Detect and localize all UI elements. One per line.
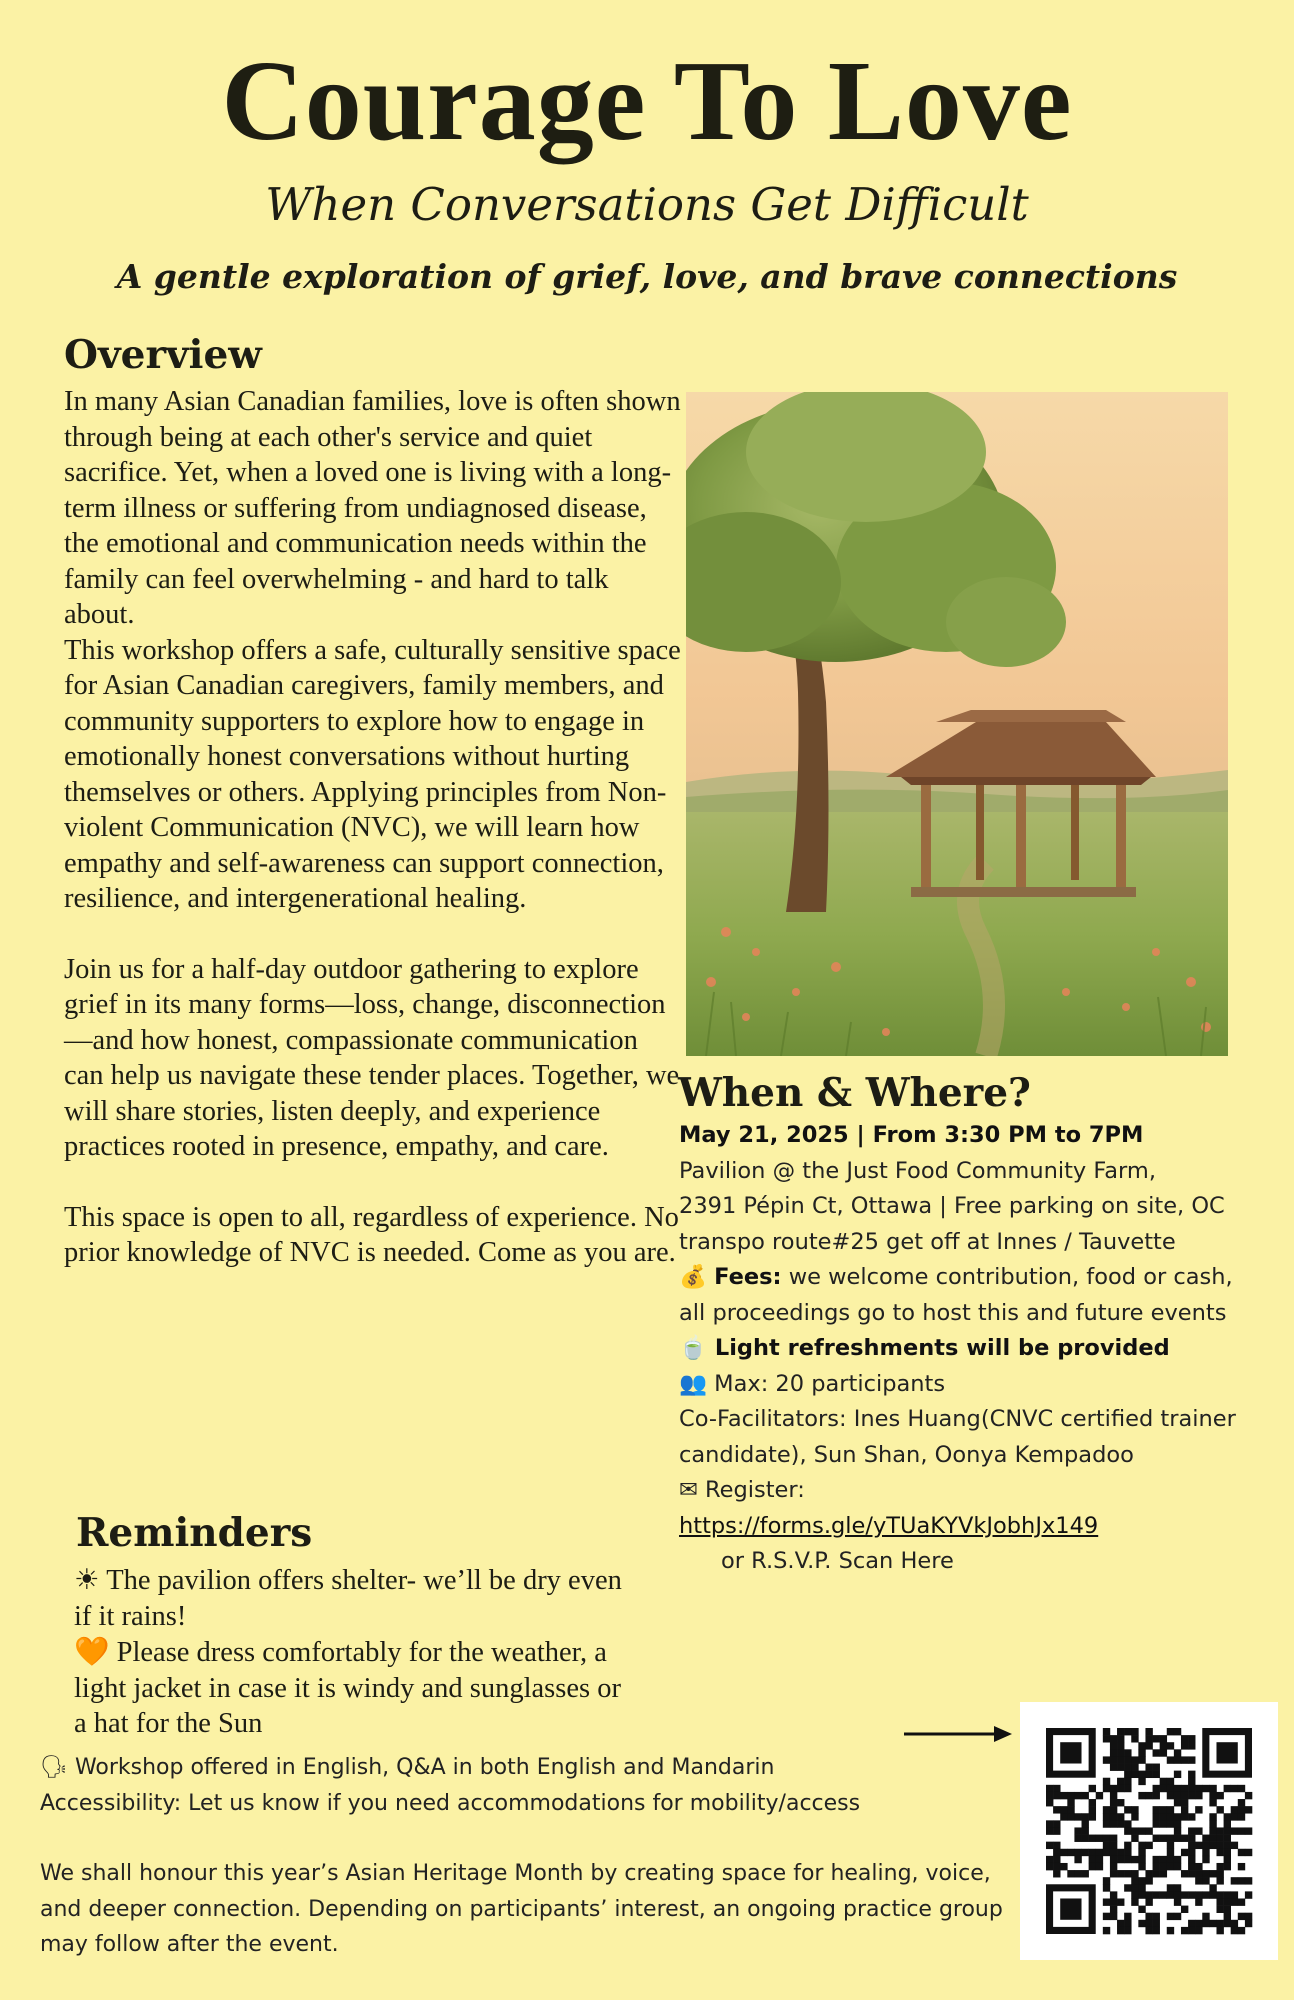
overview-section [64,384,684,1271]
reminders-heading: Reminders [76,1510,313,1556]
max-participants-text: Max: 20 participants [714,1370,946,1397]
fees-text: we welcome contribution, food or cash, all proceedings go to host this and future events [679,1264,1233,1326]
event-register [679,1473,1239,1509]
overview-paragraph-4: This space is open to all, regardless of experience. No prior knowledge of NVC is needed. Come as you are. [64,1201,679,1268]
overview-paragraph-3: Join us for a half-day outdoor gathering to explore grief in its many forms—loss, change, disconnection—and how honest, compassionate communication can help us navigate these tender places. Together, we will share stories, listen deeply, and experience practices rooted in presence, empathy, and care. [64,953,680,1162]
reminder-text-dress: Please dress comfortably for the weather, a light jacket in case it is windy and sunglasses or a hat for the Sun [74,1637,621,1739]
bottom-notes [40,1750,1020,1821]
overview-paragraph-1: In many Asian Canadian families, love is often shown through being at each other's service and quiet sacrifice. Yet, when a loved one is living with a long-term illness or suffering from undiagnosed disease, the emotional and communication needs within the family can feel overwhelming - and hard to talk about. [64,386,681,630]
arrow-right-icon [904,1722,1014,1746]
money-bag-icon: 💰 [679,1264,708,1290]
qr-code[interactable] [1020,1702,1278,1960]
register-link-line [679,1509,1239,1545]
language-note [40,1750,1020,1786]
speaking-head-icon: 🗣 [40,1755,68,1780]
orange-heart-icon: 🧡 [74,1635,110,1668]
event-venue: Pavilion @ the Just Food Community Farm, [679,1157,1156,1184]
when-where-heading: When & Where? [678,1070,1031,1116]
when-where-section [679,1118,1239,1580]
tea-icon: 🍵 [679,1335,708,1361]
event-cofacilitators: Co-Facilitators: Ines Huang(CNVC certified trainer candidate), Sun Shan, Oonya Kempadoo [679,1406,1236,1468]
people-icon: 👥 [679,1370,708,1397]
overview-heading: Overview [64,332,262,378]
language-text: Workshop offered in English, Q&A in both English and Mandarin [74,1755,775,1780]
reminder-item-dress [74,1634,634,1742]
event-fees [679,1260,1239,1331]
register-link[interactable]: https://forms.gle/yTUaKYVkJobhJx149 [679,1512,1099,1539]
envelope-icon: ✉ [679,1477,698,1503]
register-label: Register: [705,1477,805,1503]
page-title: Courage To Love [221,37,1073,164]
reminders-section [74,1562,634,1742]
fees-label: Fees: [714,1264,782,1290]
event-refreshments [679,1331,1239,1367]
accessibility-note: Accessibility: Let us know if you need accommodations for mobility/access [40,1790,861,1816]
event-address: 2391 Pépin Ct, Ottawa | Free parking on site, OC transpo route#25 get off at Innes / Tauvette [679,1193,1225,1255]
page-subtitle: When Conversations Get Difficult [265,178,1029,231]
event-max-participants [679,1367,1239,1403]
reminder-item-rain [74,1562,634,1634]
overview-paragraph-2: This workshop offers a safe, culturally sensitive space for Asian Canadian caregivers, family members, and community supporters to explore how to engage in emotionally honest conversations without hurting themselves or others. Applying principles from Non-violent Communication (NVC), we will learn how empathy and self-awareness can support connection, resilience, and intergenerational healing. [64,634,681,914]
rsvp-text: or R.S.V.P. Scan Here [721,1548,954,1574]
closing-paragraph: We shall honour this year’s Asian Heritage Month by creating space for healing, voice, and deeper connection. Depending on participants’ interest, an ongoing practice group may follow after the event. [40,1861,1003,1957]
event-date: May 21, 2025 | From 3:30 PM to 7PM [679,1122,1144,1148]
tagline: A gentle exploration of grief, love, and brave connections [116,257,1178,296]
refreshments-text: Light refreshments will be provided [714,1335,1170,1361]
pavilion-tree-illustration [686,392,1228,1056]
sun-icon: ☀ [74,1563,100,1596]
reminder-text-rain: The pavilion offers shelter- we’ll be dry even if it rains! [74,1565,622,1632]
